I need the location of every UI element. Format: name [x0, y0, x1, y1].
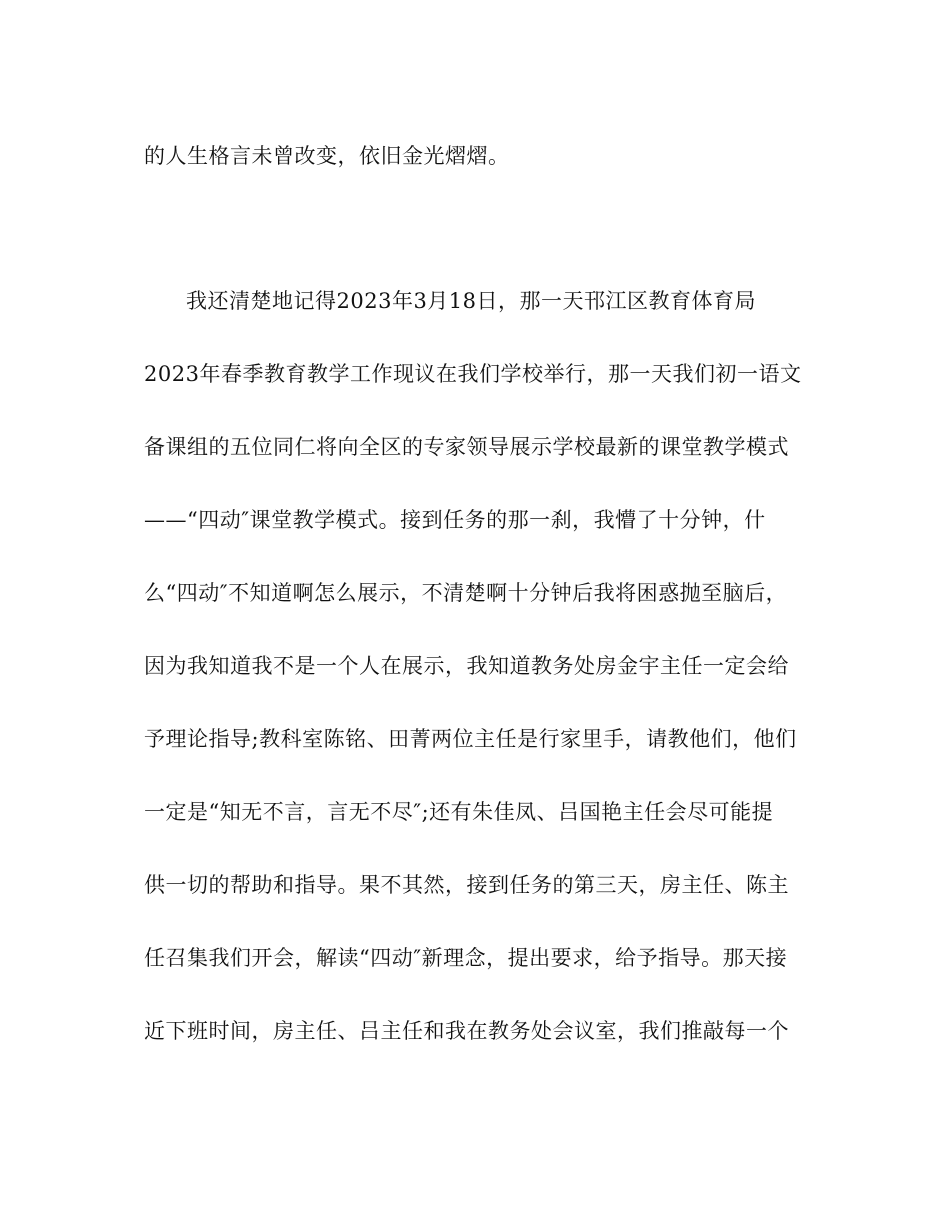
- paragraph-2-line-5: 么“四动″不知道啊怎么展示，不清楚啊十分钟后我将困惑抛至脑后，: [144, 581, 788, 605]
- paragraph-2-line-6: 因为我知道我不是一个人在展示，我知道教务处房金宇主任一定会给: [144, 654, 789, 678]
- paragraph-2-line-7: 予理论指导;教科室陈铭、田菁两位主任是行家里手，请教他们，他们: [144, 727, 797, 751]
- paragraph-2-line-8: 一定是“知无不言，言无不尽″;还有朱佳凤、吕国艳主任会尽可能提: [144, 800, 774, 824]
- paragraph-2-line-11: 近下班时间，房主任、吕主任和我在教务处会议室，我们推敲每一个: [144, 1019, 789, 1043]
- paragraph-2-line-3: 备课组的五位同仁将向全区的专家领导展示学校最新的课堂教学模式: [144, 435, 789, 459]
- paragraph-2-line-2: 2023年春季教育教学工作现议在我们学校举行，那一天我们初一语文: [144, 362, 802, 386]
- paragraph-1-line-1: 的人生格言未曾改变，依旧金光熠熠。: [144, 144, 510, 168]
- paragraph-2-line-4: ——“四动″课堂教学模式。接到任务的那一刹，我懵了十分钟，什: [144, 508, 766, 532]
- paragraph-2-line-1: 我还清楚地记得2023年3月18日，那一天邗江区教育体育局: [186, 289, 757, 313]
- paragraph-2-line-10: 任召集我们开会，解读“四动″新理念，提出要求，给予指导。那天接: [144, 946, 788, 970]
- paragraph-2-line-9: 供一切的帮助和指导。果不其然，接到任务的第三天，房主任、陈主: [144, 873, 789, 897]
